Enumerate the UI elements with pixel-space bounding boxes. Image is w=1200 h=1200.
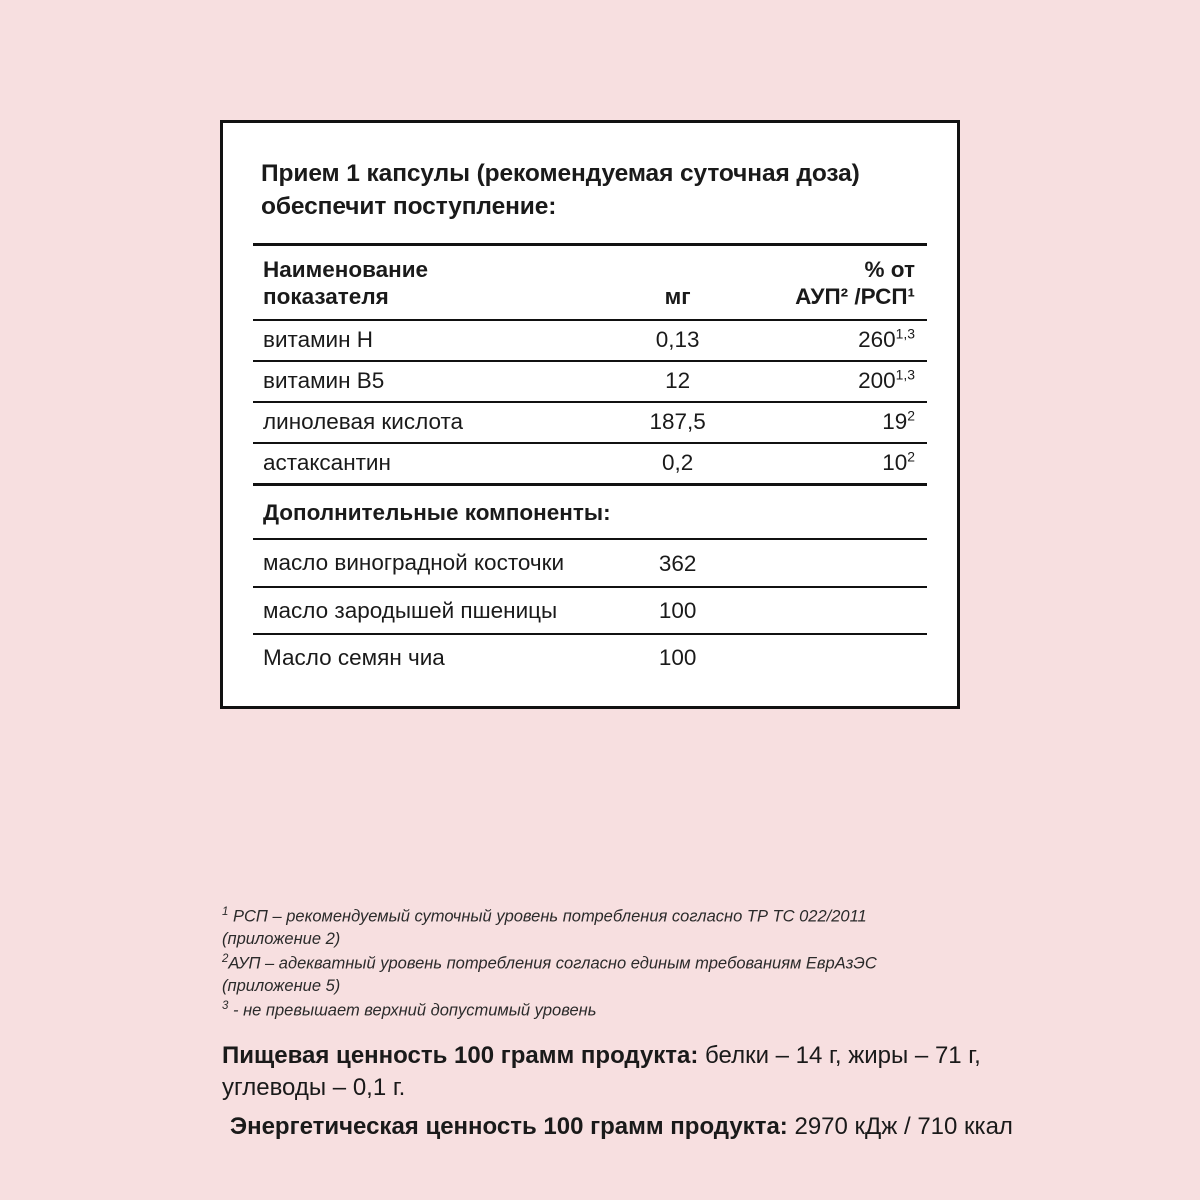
row-mg: 362 [603, 539, 751, 586]
row-name: масло зародышей пшеницы [253, 587, 603, 634]
row-mg: 100 [658, 645, 697, 671]
extra-components-header: Дополнительные компоненты: [253, 485, 927, 540]
footnote-3 [222, 999, 942, 1022]
row-mg: 100 [603, 587, 751, 634]
footnote-1-marker: 1 [222, 906, 229, 918]
energy-label: Энергетическая ценность 100 грамм продукта: [230, 1113, 788, 1141]
row-mg: 187,5 [603, 402, 751, 443]
row-percent-empty [752, 634, 927, 680]
row-percent-value: 200 [858, 368, 896, 394]
table-row [253, 587, 927, 634]
table-row [253, 402, 927, 443]
row-name: линолевая кислота [253, 402, 603, 443]
footnote-3-marker: 3 [222, 1000, 229, 1013]
footnotes-block [222, 905, 942, 1024]
values-block [222, 1040, 1022, 1151]
footnote-3-text: - не превышает верхний допустимый уровень [228, 1001, 597, 1020]
row-name: масло виноградной косточки [253, 539, 603, 586]
table-row [253, 539, 927, 586]
row-percent-footnote: 2 [907, 448, 915, 465]
row-mg: 0,13 [603, 320, 751, 361]
row-percent-empty [752, 539, 927, 586]
row-percent [752, 320, 927, 361]
energy-value-row [230, 1111, 1022, 1143]
nutrition-label: Пищевая ценность 100 грамм продукта: [222, 1042, 699, 1069]
row-percent-empty [752, 587, 927, 634]
column-header-name-line1: Наименование [263, 257, 429, 283]
row-percent-value: 19 [882, 409, 908, 435]
row-percent [752, 402, 927, 443]
extras-header-row [253, 485, 927, 540]
table-row [253, 634, 927, 680]
column-header-percent-line2: АУП² /РСП¹ [795, 284, 915, 310]
row-percent [752, 443, 927, 485]
nutrition-value-row [222, 1040, 1022, 1103]
column-header-percent-line1: % от [864, 257, 915, 283]
footnote-1-text: РСП – рекомендуемый суточный уровень потребления согласно ТР ТС 022/2011 (приложение 2) [222, 907, 867, 948]
footnote-1 [222, 905, 942, 950]
row-percent-footnote: 1,3 [895, 325, 915, 342]
nutrition-panel [220, 120, 960, 709]
row-percent-footnote: 1,3 [895, 366, 915, 383]
nutrition-value: белки – 14 г, жиры – 71 г, углеводы – 0,1 г. [222, 1042, 981, 1101]
column-header-name [253, 245, 603, 321]
row-name: витамин H [253, 320, 603, 361]
footnote-2 [222, 952, 942, 997]
column-header-percent [752, 245, 927, 321]
row-percent-value: 10 [882, 450, 908, 476]
column-header-mg: мг [603, 245, 751, 321]
row-mg: 0,2 [603, 443, 751, 485]
row-percent-value: 260 [858, 327, 896, 353]
row-percent [752, 361, 927, 402]
energy-value: 2970 кДж / 710 ккал [787, 1113, 1013, 1141]
row-name: астаксантин [253, 443, 603, 485]
table-row [253, 443, 927, 485]
dosage-intro-text: Прием 1 капсулы (рекомендуемая суточная доза) обеспечит поступление: [261, 160, 860, 221]
table-row [253, 320, 927, 361]
row-name: Масло семян чиа [263, 645, 445, 670]
row-mg: 12 [603, 361, 751, 402]
table-header [253, 245, 927, 321]
table-row [253, 361, 927, 402]
footnote-2-marker: 2 [222, 953, 229, 966]
column-header-name-line2: показателя [263, 284, 389, 310]
row-name: витамин B5 [253, 361, 603, 402]
row-percent-footnote: 2 [907, 407, 915, 424]
extras-rows [253, 539, 927, 680]
vitamins-rows [253, 320, 927, 485]
footnote-2-text: АУП – адекватный уровень потребления согласно единым требованиям ЕврАзЭС (приложение 5) [222, 954, 877, 995]
nutrition-table [253, 243, 927, 680]
